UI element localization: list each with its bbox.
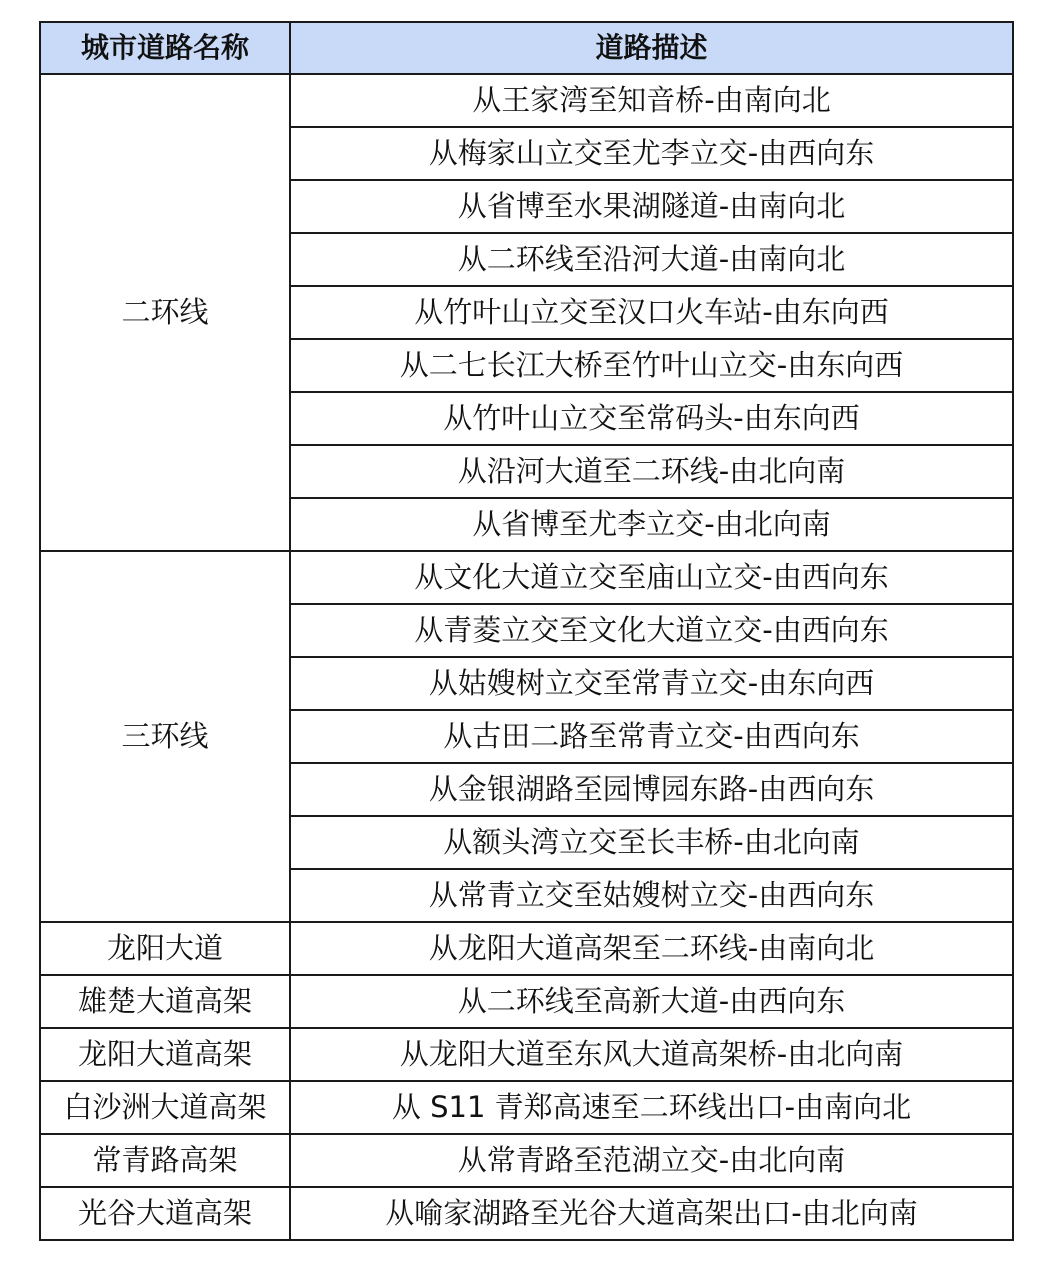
road-description-cell: 从金银湖路至园博园东路-由西向东: [290, 763, 1013, 816]
table-row: [40, 1134, 1013, 1187]
table-row: [40, 74, 1013, 127]
road-description-cell: 从省博至尤李立交-由北向南: [290, 498, 1013, 551]
road-description-cell: 从喻家湖路至光谷大道高架出口-由北向南: [290, 1187, 1013, 1240]
road-description-cell: 从常青路至范湖立交-由北向南: [290, 1134, 1013, 1187]
road-description-cell: 从额头湾立交至长丰桥-由北向南: [290, 816, 1013, 869]
road-description-cell: 从常青立交至姑嫂树立交-由西向东: [290, 869, 1013, 922]
table-row: [40, 1187, 1013, 1240]
road-description-cell: 从古田二路至常青立交-由西向东: [290, 710, 1013, 763]
road-description-cell: 从竹叶山立交至常码头-由东向西: [290, 392, 1013, 445]
header-road-description: 道路描述: [290, 22, 1013, 74]
road-description-cell: 从二七长江大桥至竹叶山立交-由东向西: [290, 339, 1013, 392]
header-row: [40, 22, 1013, 74]
road-description-cell: 从省博至水果湖隧道-由南向北: [290, 180, 1013, 233]
road-name-cell: 龙阳大道: [40, 922, 290, 975]
road-name-cell: 常青路高架: [40, 1134, 290, 1187]
road-description-cell: 从二环线至高新大道-由西向东: [290, 975, 1013, 1028]
road-description-cell: 从文化大道立交至庙山立交-由西向东: [290, 551, 1013, 604]
road-description-cell: 从王家湾至知音桥-由南向北: [290, 74, 1013, 127]
road-name-cell: 二环线: [40, 74, 290, 551]
road-description-cell: 从姑嫂树立交至常青立交-由东向西: [290, 657, 1013, 710]
road-name-cell: 光谷大道高架: [40, 1187, 290, 1240]
road-description-cell: 从沿河大道至二环线-由北向南: [290, 445, 1013, 498]
road-table: [39, 21, 1014, 1241]
table-row: [40, 1028, 1013, 1081]
table-header: [40, 22, 1013, 74]
table-row: [40, 922, 1013, 975]
road-name-cell: 三环线: [40, 551, 290, 922]
table-body: [40, 74, 1013, 1240]
header-road-name: 城市道路名称: [40, 22, 290, 74]
road-description-cell: 从 S11 青郑高速至二环线出口-由南向北: [290, 1081, 1013, 1134]
road-description-cell: 从竹叶山立交至汉口火车站-由东向西: [290, 286, 1013, 339]
road-description-cell: 从龙阳大道至东风大道高架桥-由北向南: [290, 1028, 1013, 1081]
road-name-cell: 雄楚大道高架: [40, 975, 290, 1028]
table-row: [40, 551, 1013, 604]
table-row: [40, 1081, 1013, 1134]
road-name-cell: 龙阳大道高架: [40, 1028, 290, 1081]
road-name-cell: 白沙洲大道高架: [40, 1081, 290, 1134]
road-description-cell: 从二环线至沿河大道-由南向北: [290, 233, 1013, 286]
road-description-cell: 从青菱立交至文化大道立交-由西向东: [290, 604, 1013, 657]
road-description-cell: 从梅家山立交至尤李立交-由西向东: [290, 127, 1013, 180]
table-row: [40, 975, 1013, 1028]
road-description-cell: 从龙阳大道高架至二环线-由南向北: [290, 922, 1013, 975]
